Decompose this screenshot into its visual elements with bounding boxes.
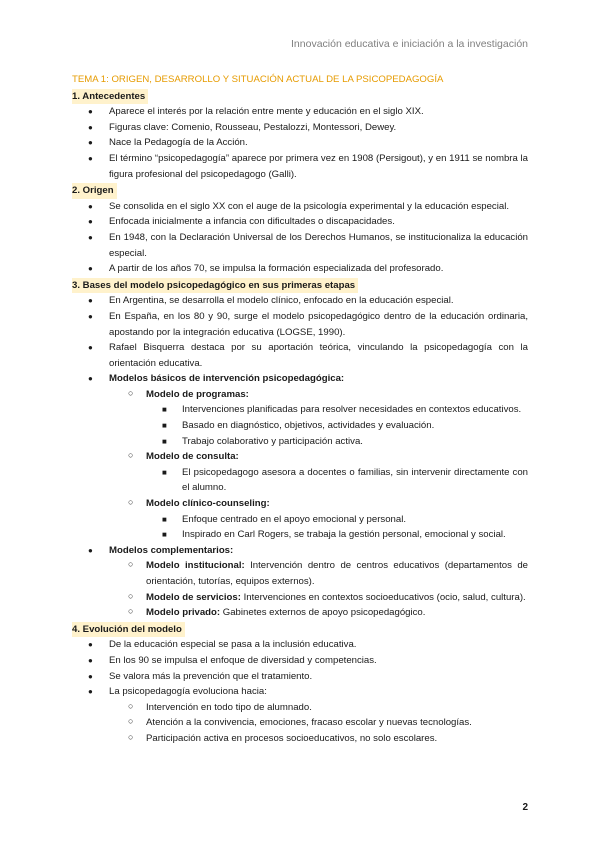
- list-item: ● En España, en los 80 y 90, surge el modelo psicopedagógico dentro de la educación ordinaria, apostando por la integración educativa (LOGSE, 1990).: [88, 310, 528, 338]
- section-bases: [72, 278, 528, 621]
- list-item: ● Aparece el interés por la relación entre mente y educación en el siglo XIX.: [72, 104, 528, 120]
- bullet-icon: ●: [88, 343, 93, 353]
- list-item: ○ Modelo de servicios: Intervenciones en contextos socioeducativos (ocio, salud, cultura).: [128, 590, 526, 603]
- section-origen: [72, 183, 528, 277]
- bullet-icon: ●: [88, 217, 93, 227]
- circle-bullet-icon: ○: [128, 700, 134, 711]
- circle-bullet-icon: ○: [128, 387, 134, 398]
- bullet-icon: ●: [88, 311, 93, 321]
- list-item: ● Enfocada inicialmente a infancia con dificultades o discapacidades.: [72, 214, 528, 230]
- list-item: ■ El psicopedagogo asesora a docentes o familias, sin intervenir directamente con el alumno.: [162, 466, 528, 494]
- bullet-icon: ●: [88, 264, 93, 274]
- circle-bullet-icon: ○: [128, 559, 134, 570]
- bullet-list: [72, 104, 528, 182]
- bullet-icon: ●: [88, 374, 93, 384]
- section-title: 4. Evolución del modelo: [72, 622, 185, 638]
- bullet-icon: ●: [88, 107, 93, 117]
- bullet-icon: ●: [88, 138, 93, 148]
- circle-bullet-icon: ○: [128, 606, 134, 617]
- circle-bullet-icon: ○: [128, 450, 134, 461]
- list-item: ● El término “psicopedagogía” aparece por primera vez en 1908 (Persigout), y en 1911 se nombra la figura profesional del psicopedagogo (Galli).: [88, 152, 528, 180]
- bullet-icon: ●: [88, 545, 93, 555]
- list-item: ● Modelos básicos de intervención psicopedagógica:: [72, 371, 528, 387]
- list-item: ■ Enfoque centrado en el apoyo emocional y personal.: [72, 512, 528, 528]
- circle-bullet-icon: ○: [128, 590, 134, 601]
- bullet-list: [72, 199, 528, 277]
- list-item: ○ Modelo de consulta:: [128, 450, 239, 463]
- list-item: ○ Modelo clínico-counseling:: [128, 497, 270, 510]
- square-bullet-icon: ■: [162, 405, 167, 415]
- list-item: ■ Trabajo colaborativo y participación activa.: [72, 434, 528, 450]
- page-number: 2: [522, 802, 528, 813]
- bullet-list: [72, 293, 528, 620]
- document-body: [72, 72, 528, 747]
- circle-bullet-icon: ○: [128, 716, 134, 727]
- list-item: ● En Argentina, se desarrolla el modelo clínico, enfocado en la educación especial.: [72, 293, 528, 309]
- section-title: 1. Antecedentes: [72, 89, 148, 105]
- list-item: ● En los 90 se impulsa el enfoque de diversidad y competencias.: [72, 653, 528, 669]
- list-item: ○ Intervención en todo tipo de alumnado.: [128, 700, 312, 713]
- list-item: ● Se consolida en el siglo XX con el auge de la psicología experimental y la educación especial.: [72, 199, 528, 215]
- bullet-icon: ●: [88, 640, 93, 650]
- list-item: ○ Modelo privado: Gabinetes externos de apoyo psicopedagógico.: [128, 606, 426, 619]
- running-header: Innovación educativa e iniciación a la investigación: [291, 38, 528, 50]
- list-item: ● Se valora más la prevención que el tratamiento.: [72, 669, 528, 685]
- square-bullet-icon: ■: [162, 467, 167, 477]
- list-item: ○ Modelo institucional: Intervención dentro de centros educativos (departamentos de orientación, tutorías, equipos externos).: [128, 559, 528, 587]
- document-title: TEMA 1: ORIGEN, DESARROLLO Y SITUACIÓN ACTUAL DE LA PSICOPEDAGOGÍA: [72, 74, 444, 85]
- bullet-icon: ●: [88, 153, 93, 163]
- bullet-icon: ●: [88, 232, 93, 242]
- bullet-icon: ●: [88, 201, 93, 211]
- bullet-icon: ●: [88, 671, 93, 681]
- list-item: ● Rafael Bisquerra destaca por su aportación teórica, vinculando la psicopedagogía con la orientación educativa.: [88, 342, 528, 369]
- square-bullet-icon: ■: [162, 514, 167, 524]
- bullet-icon: ●: [88, 122, 93, 132]
- list-item: ● Nace la Pedagogía de la Acción.: [72, 135, 528, 151]
- square-bullet-icon: ■: [162, 530, 167, 540]
- bullet-list: [72, 637, 528, 746]
- list-item: ● De la educación especial se pasa a la inclusión educativa.: [72, 637, 528, 653]
- list-item: ■ Inspirado en Carl Rogers, se trabaja la gestión personal, emocional y social.: [72, 527, 528, 543]
- list-item: ○ Participación activa en procesos socioeducativos, no solo escolares.: [128, 731, 438, 744]
- square-bullet-icon: ■: [162, 436, 167, 446]
- list-item: ○ Atención a la convivencia, emociones, fracaso escolar y nuevas tecnologías.: [128, 716, 472, 729]
- section-evolucion: [72, 622, 528, 747]
- list-item: ● En 1948, con la Declaración Universal de los Derechos Humanos, se institucionaliza la educación especial.: [88, 231, 528, 259]
- list-item: ■ Basado en diagnóstico, objetivos, actividades y evaluación.: [72, 418, 528, 434]
- bullet-icon: ●: [88, 296, 93, 306]
- square-bullet-icon: ■: [162, 421, 167, 431]
- list-item: ■ Intervenciones planificadas para resolver necesidades en contextos educativos.: [72, 402, 528, 418]
- list-item: ○ Modelo de programas:: [128, 387, 249, 400]
- bullet-icon: ●: [88, 655, 93, 665]
- section-antecedentes: [72, 89, 528, 183]
- bullet-icon: ●: [88, 687, 93, 697]
- list-item: ● La psicopedagogía evoluciona hacia:: [72, 684, 528, 700]
- section-title: 2. Origen: [72, 183, 117, 199]
- list-item: ● A partir de los años 70, se impulsa la formación especializada del profesorado.: [72, 261, 528, 277]
- list-item: ● Figuras clave: Comenio, Rousseau, Pestalozzi, Montessori, Dewey.: [72, 120, 528, 136]
- circle-bullet-icon: ○: [128, 497, 134, 508]
- list-item: ● Modelos complementarios:: [72, 543, 528, 559]
- circle-bullet-icon: ○: [128, 731, 134, 742]
- section-title: 3. Bases del modelo psicopedagógico en sus primeras etapas: [72, 278, 358, 294]
